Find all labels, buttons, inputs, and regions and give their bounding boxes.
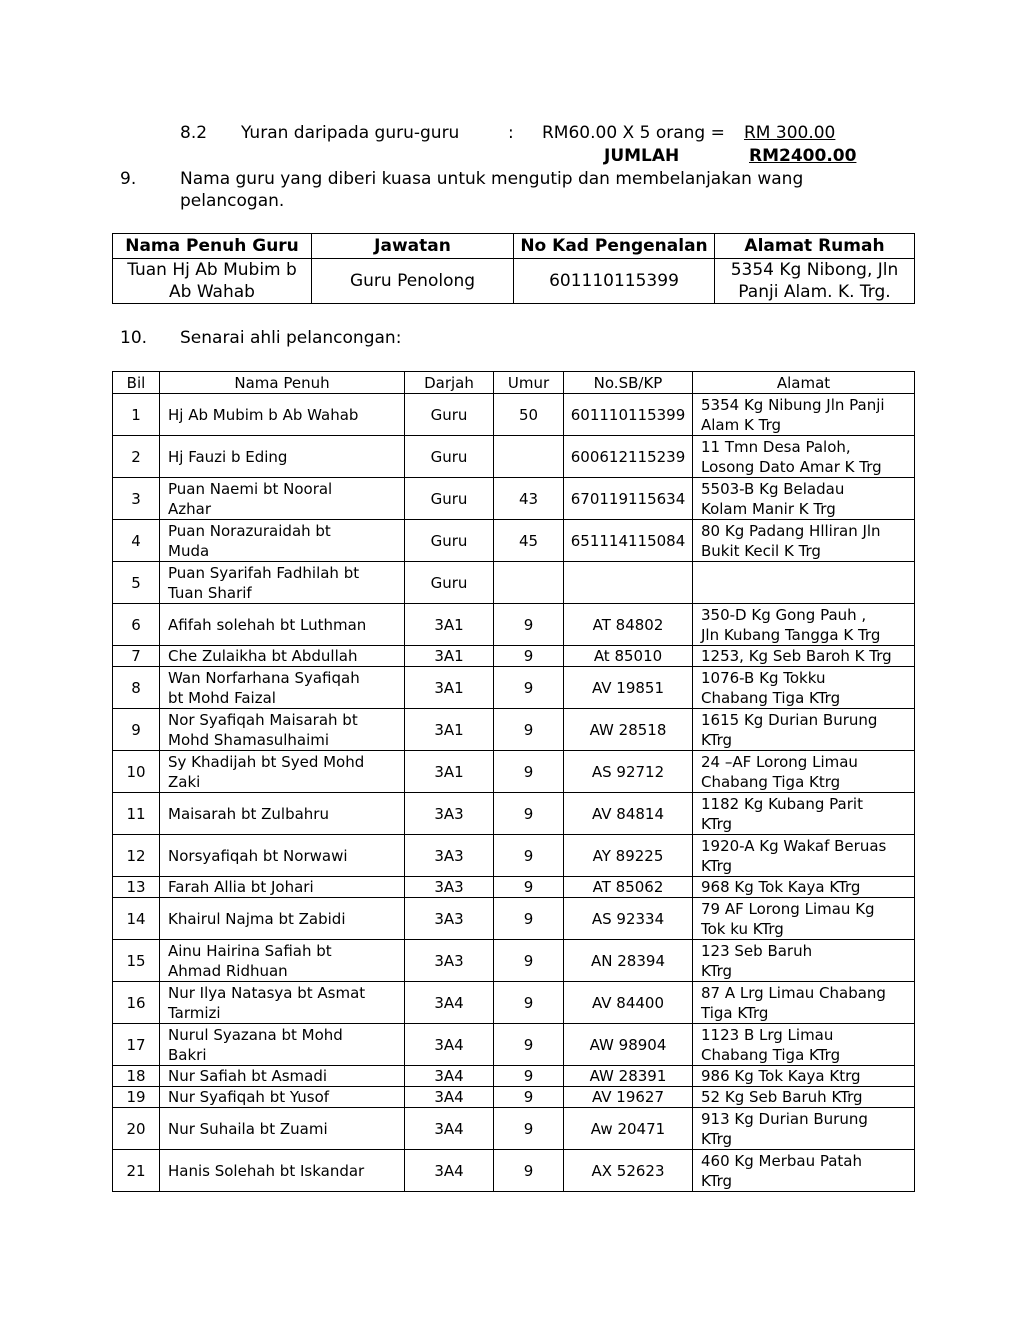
- name-cell: [160, 982, 405, 1024]
- name-cell: [160, 1024, 405, 1066]
- table-row: [113, 667, 915, 709]
- name-line1: Puan Syarifah Fadhilah bt: [168, 563, 360, 582]
- id-cell: [564, 562, 693, 604]
- darjah-cell: 3A3: [405, 835, 494, 877]
- id-cell: AX 52623: [564, 1150, 693, 1192]
- table-row: [113, 436, 915, 478]
- address-line1: 80 Kg Padang Hlliran Jln: [701, 521, 881, 540]
- umur-cell: [494, 562, 564, 604]
- name-line2: bt Mohd Faizal: [168, 688, 276, 707]
- address-line2: Chabang Tiga Ktrg: [701, 772, 841, 791]
- id-cell: AS 92334: [564, 898, 693, 940]
- address-line2: KTrg: [701, 730, 733, 749]
- section-9-line1: Nama guru yang diberi kuasa untuk mengutip dan membelanjakan wang: [180, 169, 804, 189]
- address-line2: Tiga KTrg: [701, 1003, 769, 1022]
- table-row: [113, 793, 915, 835]
- section-9-number: 9.: [120, 169, 137, 189]
- address-cell: [693, 751, 915, 793]
- name-cell: Nur Suhaila bt Zuami: [160, 1108, 405, 1150]
- bil-cell: 14: [113, 898, 160, 940]
- bil-cell: 13: [113, 877, 160, 898]
- address-line2: Chabang Tiga KTrg: [701, 688, 841, 707]
- address-cell: [693, 520, 915, 562]
- teacher-name-cell: [113, 259, 312, 304]
- bil-cell: 12: [113, 835, 160, 877]
- address-cell: [693, 562, 915, 604]
- member-table: [112, 371, 915, 1192]
- name-line1: Puan Norazuraidah bt: [168, 521, 331, 540]
- table-row: [113, 898, 915, 940]
- section-8-2-colon: :: [508, 123, 514, 143]
- address-line1: 123 Seb Baruh: [701, 941, 813, 960]
- section-10-number: 10.: [120, 328, 148, 348]
- address-cell: [693, 667, 915, 709]
- bil-cell: 20: [113, 1108, 160, 1150]
- address-line1: 1123 B Lrg Limau: [701, 1025, 834, 1044]
- table-row: [113, 520, 915, 562]
- id-cell: 600612115239: [564, 436, 693, 478]
- address-cell: 1253, Kg Seb Baroh K Trg: [693, 646, 915, 667]
- umur-cell: 9: [494, 646, 564, 667]
- bil-cell: 15: [113, 940, 160, 982]
- name-line1: Puan Naemi bt Nooral: [168, 479, 333, 498]
- address-cell: [693, 604, 915, 646]
- darjah-cell: 3A4: [405, 1087, 494, 1108]
- teacher-row: [113, 259, 915, 304]
- id-cell: 651114115084: [564, 520, 693, 562]
- address-line1: 5354 Kg Nibung Jln Panji: [701, 395, 885, 414]
- darjah-cell: 3A3: [405, 940, 494, 982]
- address-line2: KTrg: [701, 814, 733, 833]
- address-cell: [693, 835, 915, 877]
- address-line1: 1920-A Kg Wakaf Beruas: [701, 836, 887, 855]
- umur-cell: [494, 436, 564, 478]
- address-cell: [693, 709, 915, 751]
- darjah-cell: Guru: [405, 436, 494, 478]
- umur-cell: 45: [494, 520, 564, 562]
- umur-cell: 9: [494, 1066, 564, 1087]
- darjah-cell: 3A4: [405, 1066, 494, 1087]
- name-line1: Nor Syafiqah Maisarah bt: [168, 710, 358, 729]
- address-line1: 79 AF Lorong Limau Kg: [701, 899, 875, 918]
- address-cell: [693, 436, 915, 478]
- header-bil: Bil: [113, 372, 160, 394]
- bil-cell: 8: [113, 667, 160, 709]
- name-cell: Hj Fauzi b Eding: [160, 436, 405, 478]
- darjah-cell: 3A4: [405, 1108, 494, 1150]
- teacher-name-line2: Ab Wahab: [169, 282, 255, 302]
- section-8-2-amount: RM 300.00: [744, 123, 836, 143]
- address-line1: 1076-B Kg Tokku: [701, 668, 826, 687]
- table-row: [113, 394, 915, 436]
- id-cell: 601110115399: [564, 394, 693, 436]
- id-cell: AV 84814: [564, 793, 693, 835]
- bil-cell: 21: [113, 1150, 160, 1192]
- umur-cell: 9: [494, 1024, 564, 1066]
- name-cell: Nur Safiah bt Asmadi: [160, 1066, 405, 1087]
- address-cell: [693, 793, 915, 835]
- darjah-cell: 3A4: [405, 982, 494, 1024]
- darjah-cell: 3A4: [405, 1024, 494, 1066]
- address-cell: [693, 1108, 915, 1150]
- address-cell: [693, 940, 915, 982]
- table-row: [113, 982, 915, 1024]
- table-row: [113, 562, 915, 604]
- name-line2: Tuan Sharif: [168, 583, 252, 602]
- table-row: [113, 478, 915, 520]
- address-line1: 350-D Kg Gong Pauh ,: [701, 605, 867, 624]
- address-cell: [693, 478, 915, 520]
- umur-cell: 9: [494, 751, 564, 793]
- table-row: [113, 1150, 915, 1192]
- section-8-2-number: 8.2: [180, 123, 208, 143]
- address-line1: 1615 Kg Durian Burung: [701, 710, 878, 729]
- umur-cell: 50: [494, 394, 564, 436]
- address-line1: 24 –AF Lorong Limau: [701, 752, 858, 771]
- darjah-cell: Guru: [405, 520, 494, 562]
- section-8-2-calc: RM60.00 X 5 orang =: [542, 123, 725, 143]
- name-cell: [160, 478, 405, 520]
- id-cell: AS 92712: [564, 751, 693, 793]
- darjah-cell: 3A1: [405, 751, 494, 793]
- umur-cell: 9: [494, 604, 564, 646]
- header-no-kad-pengenalan: No Kad Pengenalan: [514, 234, 715, 259]
- table-row: [113, 709, 915, 751]
- umur-cell: 9: [494, 1150, 564, 1192]
- address-line1: 1182 Kg Kubang Parit: [701, 794, 863, 813]
- name-cell: Farah Allia bt Johari: [160, 877, 405, 898]
- name-line1: Nurul Syazana bt Mohd: [168, 1025, 343, 1044]
- name-cell: [160, 709, 405, 751]
- address-cell: 968 Kg Tok Kaya KTrg: [693, 877, 915, 898]
- address-cell: [693, 1150, 915, 1192]
- teacher-address-line1: 5354 Kg Nibong, Jln: [730, 260, 899, 280]
- id-cell: AT 85062: [564, 877, 693, 898]
- header-darjah: Darjah: [405, 372, 494, 394]
- name-cell: Khairul Najma bt Zabidi: [160, 898, 405, 940]
- name-cell: Che Zulaikha bt Abdullah: [160, 646, 405, 667]
- umur-cell: 9: [494, 898, 564, 940]
- name-line1: Wan Norfarhana Syafiqah: [168, 668, 360, 687]
- name-line2: Ahmad Ridhuan: [168, 961, 288, 980]
- member-table-header: [113, 372, 915, 394]
- name-cell: Norsyafiqah bt Norwawi: [160, 835, 405, 877]
- bil-cell: 10: [113, 751, 160, 793]
- bil-cell: 11: [113, 793, 160, 835]
- teacher-address-cell: [715, 259, 915, 304]
- table-row: [113, 940, 915, 982]
- table-row: [113, 1066, 915, 1087]
- darjah-cell: 3A3: [405, 877, 494, 898]
- name-line2: Mohd Shamasulhaimi: [168, 730, 330, 749]
- address-cell: [693, 982, 915, 1024]
- darjah-cell: 3A3: [405, 898, 494, 940]
- umur-cell: 9: [494, 982, 564, 1024]
- table-row: [113, 877, 915, 898]
- address-line2: KTrg: [701, 961, 733, 980]
- darjah-cell: Guru: [405, 562, 494, 604]
- name-cell: [160, 940, 405, 982]
- bil-cell: 18: [113, 1066, 160, 1087]
- umur-cell: 9: [494, 940, 564, 982]
- total-amount: RM2400.00: [749, 146, 857, 166]
- address-line2: Alam K Trg: [701, 415, 781, 434]
- address-cell: [693, 1024, 915, 1066]
- teacher-table: [112, 233, 915, 304]
- address-line2: Kolam Manir K Trg: [701, 499, 836, 518]
- name-cell: Nur Syafiqah bt Yusof: [160, 1087, 405, 1108]
- id-cell: 670119115634: [564, 478, 693, 520]
- address-line2: Jln Kubang Tangga K Trg: [701, 625, 881, 644]
- bil-cell: 6: [113, 604, 160, 646]
- header-jawatan: Jawatan: [312, 234, 514, 259]
- address-line1: 87 A Lrg Limau Chabang: [701, 983, 886, 1002]
- teacher-address-line2: Panji Alam. K. Trg.: [738, 282, 891, 302]
- darjah-cell: 3A1: [405, 646, 494, 667]
- umur-cell: 9: [494, 835, 564, 877]
- member-table-body: [113, 394, 915, 1192]
- table-row: [113, 835, 915, 877]
- id-cell: AN 28394: [564, 940, 693, 982]
- section-10-label: Senarai ahli pelancongan:: [180, 328, 402, 348]
- darjah-cell: 3A4: [405, 1150, 494, 1192]
- bil-cell: 3: [113, 478, 160, 520]
- id-cell: AV 19627: [564, 1087, 693, 1108]
- name-line2: Muda: [168, 541, 210, 560]
- address-line2: KTrg: [701, 1171, 733, 1190]
- darjah-cell: Guru: [405, 478, 494, 520]
- id-cell: AV 19851: [564, 667, 693, 709]
- table-row: [113, 751, 915, 793]
- name-line1: Nur Ilya Natasya bt Asmat: [168, 983, 366, 1002]
- umur-cell: 9: [494, 667, 564, 709]
- address-line1: 460 Kg Merbau Patah: [701, 1151, 862, 1170]
- id-cell: At 85010: [564, 646, 693, 667]
- bil-cell: 17: [113, 1024, 160, 1066]
- name-cell: Hj Ab Mubim b Ab Wahab: [160, 394, 405, 436]
- bil-cell: 16: [113, 982, 160, 1024]
- table-row: [113, 1108, 915, 1150]
- teacher-ic: 601110115399: [514, 259, 715, 304]
- header-nama-penuh: Nama Penuh: [160, 372, 405, 394]
- umur-cell: 9: [494, 1108, 564, 1150]
- address-line1: 5503-B Kg Beladau: [701, 479, 845, 498]
- bil-cell: 7: [113, 646, 160, 667]
- darjah-cell: 3A1: [405, 667, 494, 709]
- name-cell: [160, 562, 405, 604]
- address-cell: [693, 394, 915, 436]
- header-alamat: Alamat: [693, 372, 915, 394]
- name-line1: Ainu Hairina Safiah bt: [168, 941, 332, 960]
- section-9-line2: pelancogan.: [180, 191, 285, 211]
- id-cell: AY 89225: [564, 835, 693, 877]
- bil-cell: 1: [113, 394, 160, 436]
- bil-cell: 2: [113, 436, 160, 478]
- name-cell: Hanis Solehah bt Iskandar: [160, 1150, 405, 1192]
- name-line2: Tarmizi: [168, 1003, 221, 1022]
- address-line1: 11 Tmn Desa Paloh,: [701, 437, 851, 456]
- address-line2: KTrg: [701, 1129, 733, 1148]
- teacher-table-header: [113, 234, 915, 259]
- table-row: [113, 604, 915, 646]
- teacher-name-line1: Tuan Hj Ab Mubim b: [127, 260, 297, 280]
- name-cell: [160, 751, 405, 793]
- umur-cell: 9: [494, 709, 564, 751]
- umur-cell: 9: [494, 1087, 564, 1108]
- darjah-cell: 3A1: [405, 604, 494, 646]
- darjah-cell: 3A1: [405, 709, 494, 751]
- id-cell: AV 84400: [564, 982, 693, 1024]
- header-umur: Umur: [494, 372, 564, 394]
- address-cell: 52 Kg Seb Baruh KTrg: [693, 1087, 915, 1108]
- name-line1: Sy Khadijah bt Syed Mohd: [168, 752, 365, 771]
- name-cell: Afifah solehah bt Luthman: [160, 604, 405, 646]
- bil-cell: 5: [113, 562, 160, 604]
- darjah-cell: 3A3: [405, 793, 494, 835]
- umur-cell: 9: [494, 877, 564, 898]
- teacher-position: Guru Penolong: [312, 259, 514, 304]
- table-row: [113, 1024, 915, 1066]
- name-cell: [160, 667, 405, 709]
- name-line2: Bakri: [168, 1045, 207, 1064]
- address-line2: KTrg: [701, 856, 733, 875]
- address-line2: Chabang Tiga KTrg: [701, 1045, 841, 1064]
- table-row: [113, 1087, 915, 1108]
- id-cell: Aw 20471: [564, 1108, 693, 1150]
- header-alamat-rumah: Alamat Rumah: [715, 234, 915, 259]
- header-no-sb-kp: No.SB/KP: [564, 372, 693, 394]
- name-cell: Maisarah bt Zulbahru: [160, 793, 405, 835]
- address-line2: Tok ku KTrg: [701, 919, 784, 938]
- darjah-cell: Guru: [405, 394, 494, 436]
- bil-cell: 19: [113, 1087, 160, 1108]
- address-line2: Losong Dato Amar K Trg: [701, 457, 882, 476]
- id-cell: AW 28391: [564, 1066, 693, 1087]
- id-cell: AW 28518: [564, 709, 693, 751]
- address-cell: 986 Kg Tok Kaya Ktrg: [693, 1066, 915, 1087]
- umur-cell: 9: [494, 793, 564, 835]
- name-line2: Azhar: [168, 499, 212, 518]
- umur-cell: 43: [494, 478, 564, 520]
- table-row: [113, 646, 915, 667]
- id-cell: AW 98904: [564, 1024, 693, 1066]
- address-line1: 913 Kg Durian Burung: [701, 1109, 868, 1128]
- total-label: JUMLAH: [604, 146, 680, 166]
- bil-cell: 4: [113, 520, 160, 562]
- section-8-2-label: Yuran daripada guru-guru: [241, 123, 460, 143]
- name-cell: [160, 520, 405, 562]
- address-cell: [693, 898, 915, 940]
- bil-cell: 9: [113, 709, 160, 751]
- address-line2: Bukit Kecil K Trg: [701, 541, 821, 560]
- name-line2: Zaki: [168, 772, 201, 791]
- header-nama-penuh-guru: Nama Penuh Guru: [113, 234, 312, 259]
- id-cell: AT 84802: [564, 604, 693, 646]
